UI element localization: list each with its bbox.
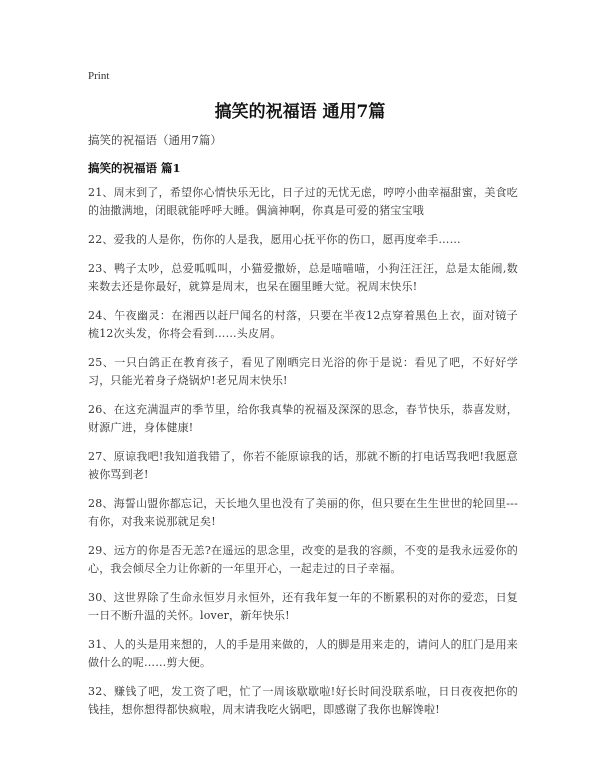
entry-paragraph: 32、赚钱了吧，发工资了吧，忙了一周该歇歇啦!好长时间没联系啦，日日夜夜把你的钱挂，想你想得都快疯啦，周末请我吃火锅吧，即感谢了我你也解馋啦! — [88, 685, 518, 716]
section-heading: 搞笑的祝福语 篇1 — [88, 161, 181, 175]
entry-paragraph: 26、在这充满温声的季节里，给你我真挚的祝福及深深的思念，春节快乐，恭喜发财，财源广进，身体健康! — [88, 403, 518, 434]
entry-paragraph: 24、午夜幽灵：在湘西以赶尸闻名的村落，只要在半夜12点穿着黑色上衣，面对镜子梳12次头发，你将会看到……头皮屑。 — [88, 309, 518, 340]
document-subtitle: 搞笑的祝福语（通用7篇） — [88, 133, 222, 147]
entry-paragraph: 23、鸭子太吵，总爱呱呱叫，小猫爱撒娇，总是喵喵喵，小狗汪汪汪，总是太能闹,数来数去还是你最好，就算是周末，也呆在圈里睡大觉。祝周末快乐! — [88, 262, 518, 293]
entry-paragraph: 25、一只白鸽正在教育孩子，看见了刚晒完日光浴的你于是说：看见了吧，不好好学习，只能光着身子烧锅炉!老兄周末快乐! — [88, 356, 518, 387]
entry-paragraph: 21、周末到了，希望你心情快乐无比，日子过的无忧无虑，哼哼小曲幸福甜蜜，美食吃的油撒满地，闭眼就能呼呼大睡。偶滴神啊，你真是可爱的猪宝宝哦 — [88, 186, 518, 217]
entry-paragraph: 27、原谅我吧!我知道我错了，你若不能原谅我的话，那就不断的打电话骂我吧!我愿意被你骂到老! — [88, 450, 518, 481]
entry-paragraph: 22、爱我的人是你，伤你的人是我，愿用心抚平你的伤口，愿再度牵手…… — [88, 233, 461, 246]
entry-list — [88, 184, 518, 730]
entry-paragraph: 29、远方的你是否无恙?在遥远的思念里，改变的是我的容颜，不变的是我永远爱你的心，我会倾尽全力让你新的一年里开心，一起走过的日子幸福。 — [88, 544, 518, 575]
page-title: 搞笑的祝福语 通用7篇 — [214, 102, 386, 122]
entry-paragraph: 30、这世界除了生命永恒岁月永恒外，还有我年复一年的不断累积的对你的爱恋，日复一日不断升温的关怀。lover，新年快乐! — [88, 591, 518, 622]
entry-paragraph: 31、人的头是用来想的，人的手是用来做的，人的脚是用来走的，请问人的肛门是用来做什么的呢……剪大便。 — [88, 638, 518, 669]
entry-paragraph: 28、海誓山盟你都忘记，天长地久里也没有了美丽的你，但只要在生生世世的轮回里---有你，对我来说那就足矣! — [88, 497, 518, 528]
print-label: Print — [88, 70, 110, 82]
